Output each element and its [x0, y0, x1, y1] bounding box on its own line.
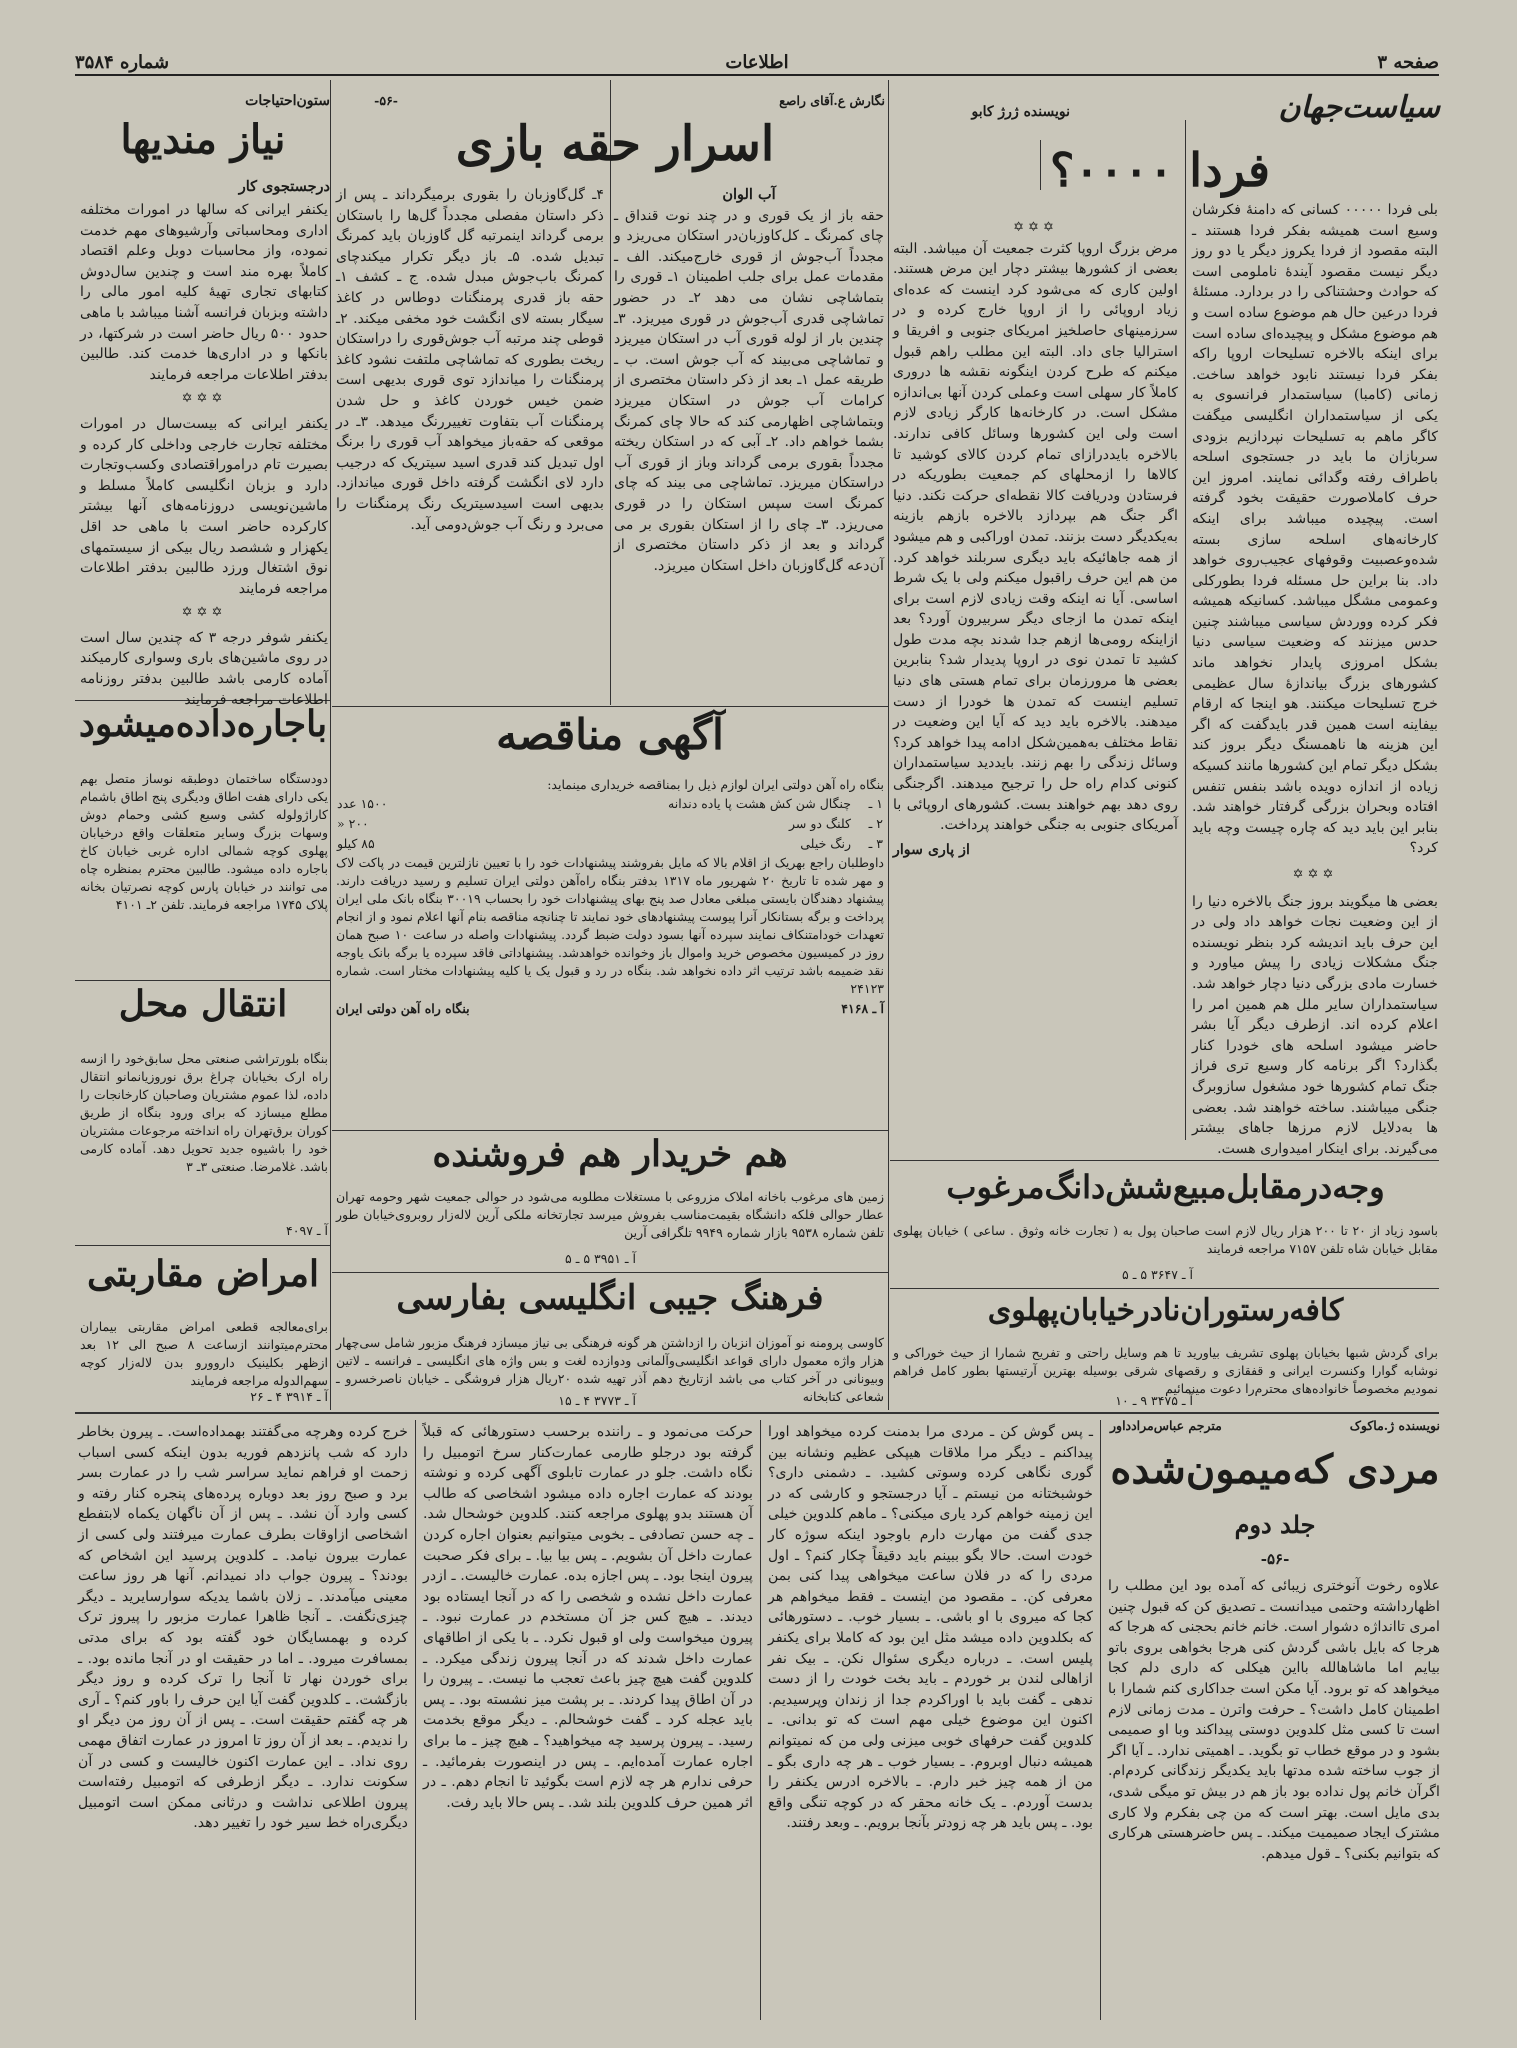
cafe-text: برای گردش شبها بخیابان پهلوی تشریف بیاورید تا هم وسایل راحتی و تفریح شمارا از حیث خوراکی و نوشابه گوارا وکنسرت ایرانی و قفقازی و رقصهای شرقی بوسیله بهترین آرتیستها بطور کامل فراهم‌ نمودیم مخصوصاً خانواده‌های محترم‌را دعوت مینمائیم — [893, 1345, 1438, 1396]
page-header — [75, 52, 1439, 76]
section-rule — [332, 706, 888, 707]
mardi-translator: مترجم عباس‌مرادداور — [1110, 1418, 1222, 1433]
farhang-code: آ ـ ۳۷۷۳ ۴ ـ ۱۵ — [558, 1393, 636, 1408]
siasat-section-label: سیاست‌جهان — [1278, 90, 1440, 125]
column-rule — [760, 1420, 761, 2020]
monaqese-item: ۲ ـ کلنگ دو سر ۲۰۰ « — [337, 816, 883, 831]
kharidar-title: هم خریدار هم فروشنده — [432, 1133, 788, 1175]
story-col-2: حرکت می‌نمود و ـ راننده برحسب دستورهائی که قبلاً گرفته بود درجلو طارمی عمارت‌کنار سرخ اتومبیل را نگاه داشت. جلو در عمارت تابلوی آگهی کرده و نوشته بودند که عمارت اجاره داده میشود اشخاصی که طالب آن هستند بدو پهلوی مراجعه کنند. کلدوین خوشحال شد. ـ چه حسن تصادفی ـ بخوبی میتوانیم بعنوان اجاره کردن عمارت داخل آن بشویم. ـ پس بیا بیا. ـ برای فکر صحبت پیرون اینجا بود. ـ پس اجازه بده. عمارت خالیست. ـ ازدر عمارت داخل نشده و شخصی را که در آنجا ایستاده بود دیدند. ـ هیچ کس جز آن مستخدم در عمارت نبود. ـ پیرون میخواست ولی او قبول نکرد. ـ با یکی از اطاقهای عمارت داخل شدند که در آنجا پیرون زندگی میکرد. ـ کلدوین گفت هیچ چیز باعث تعجب ما نیست. ـ پیرون را در آن اطاق پیدا کردند. ـ بر پشت میز نشسته بود. ـ پس باید عجله کرد ـ گفت خوشحالم. ـ دیگر موقع بخدمت رسید. ـ پیرون پرسید چه میخواهید؟ ـ هیچ چیز ـ ما برای اجاره عمارت آمده‌ایم. ـ پس در اینصورت بفرمائید. ـ حرفی ندارم هر چه لازم است بگوئید تا انجام دهم. ـ در اثر همین حرف کلدوین بلند شد. ـ پس حالا باید رفت. — [423, 1424, 753, 1811]
mardi-credits — [1110, 1418, 1440, 1440]
niaz-ad-3: یکنفر شوفر درجه ۳ که چندین سال است در روی ماشین‌های باری وسواری کارمیکند آماده کارمی باشد طالبین بدفتر روزنامه اطلاعات مراجعه فرمایند — [80, 629, 328, 708]
farhang-text: کاوسی پرومنه نو آموزان انزبان را ازداشتن هر گونه فرهنگی بی نیاز میسازد فرهنگ مزبور شامل سی‌چهار هزار واژه معمول دارای قواعد انگلیسی‌و‌آلمانی‌ و‌دوازده‌ لغت و بس واژه های انگلیسی ـ فرانسه‌ ـ لاتین وبیونانی در آخر کتاب می باشد ازتاریخ دهم آذر تهیه شده ۲۰ریال ‌هزار فروشگی ـ خیابان ناصرخسرو ـ شعاعی کتابخانه — [336, 1335, 884, 1404]
vojh-code: آ ـ ۳۶۴۷ ۵ ـ ۵ — [1122, 1267, 1193, 1282]
amraz-title: امراض مقاربتی — [87, 1253, 319, 1295]
column-rule — [330, 80, 331, 1410]
siasat-author: نویسنده ژرژ کابو — [971, 104, 1070, 120]
kharidar-text: زمین های مرغوب باخانه املاک مزروعی با مستغلات مطلوبه می‌شود در حوالی جمعیت شهر وحومه تهران عطار حوالی فلکه دانشگاه بقیمت‌مناسب بفروش میرسد تجارتخانه ملکی‌ آرین لاله‌زار روبروی‌خیابان‌ طور تلفن شماره ۹۵۳۸ بازار شماره ۹۹۴۹ تلگرافی آرین — [336, 1189, 884, 1240]
niaz-title: نیاز مندیها — [120, 116, 286, 163]
farhang-title: فرهنگ جیبی انگلیسی بفارسی — [396, 1278, 824, 1318]
monaqese-title: آگهی مناقصه — [496, 710, 724, 759]
niaz-ads: یکنفر ایرانی که سالها در امورات مختلفه اداری ومحاسباتی وآرشیوهای مهم خدمت نموده، واز محاسبات دوبل وعلم اقتصاد کاملاً بهره مند است و چندین سال‌دوش کتابهای تجاری تهیهٔ کلیه امور مالی را داشته وبزبان فرانسه آشنا میباشد با ماهی حدود ۵۰۰ ریال حاضر است در شرکتها، در بانکها و در اداری‌ها خدمت کند. طالبین بدفتر اطلاعات مراجعه فرمایند ✡✡✡ یکنفر ایرانی که بیست‌سال در امورات مختلفه تجارت خارجی وداخلی کار کرده و بصیرت تام دراموراقتصادی وکسب‌وتجارت دارد و بزبان انگلیسی کاملاً مسلط و ماشین‌نویسی دروزنامه‌های آنها بیشتر کارکرده حاضر است با ماهی حد اقل یکهزار و ششصد ریال بیکی از سیستمهای نوق اشتغال ورزد طالبین بدفتر اطلاعات مراجعه فرمایند ✡✡✡ یکنفر شوفر درجه ۳ که چندین سال است در روی ماشین‌های باری وسواری کارمیکند آماده کارمی باشد طالبین بدفتر روزنامه اطلاعات مراجعه فرمایند — [80, 200, 328, 695]
monaqese-items — [336, 794, 884, 854]
asrar-number: -۵۶- — [374, 93, 398, 108]
ejare-title: باجاره‌داده‌میشود — [78, 703, 328, 745]
niaz-ad-1: یکنفر ایرانی که سالها در امورات مختلفه اداری ومحاسباتی وآرشیوهای مهم خدمت نموده، واز محاسبات دوبل وعلم اقتصاد کاملاً بهره مند است و چندین سال‌دوش کتابهای تجاری تهیهٔ کلیه امور مالی را داشته وبزبان فرانسه آشنا میباشد با ماهی حدود ۵۰۰ ریال حاضر است در شرکتها، در بانکها و در اداری‌ها خدمت کند. طالبین بدفتر اطلاعات مراجعه فرمایند — [80, 202, 329, 383]
asrar-title: اسرار حقه بازی — [455, 116, 775, 172]
amraz-text: برای‌معالجه قطعی امراض مقاربتی بیماران محترم‌میتوانند ازساعت ۸ صبح الی ۱۲ بعد ازظهر بکلینیک داروورو بدن لاله‌زار کوچه سهم‌الدوله مراجعه فرمایند — [80, 1319, 328, 1388]
mardi-number: -۵۶- — [1260, 1550, 1290, 1568]
vojh-title: وجه‌در‌مقابل‌مبیع‌شش‌دانگ‌مرغوب — [946, 1168, 1385, 1206]
monaqese-body: بنگاه راه آهن دولتی ایران لوازم ذیل را بمناقصه خریداری مینماید: ۱ ـ چنگال شن کش هشت پا یاده دندانه ۱۵۰۰ عدد ۲ ـ کلنگ دو سر ۲۰۰ « ۳ ـ رنگ خیلی ۸۵ کیلو داوطلبان راجع بهریک از اقلام بالا که مایل بفروشند پیشنهادات خود را با تعیین نازلترین قیمت در پاکت لاک و مهر شده تا تاریخ ۲۰ شهریور ماه ۱۳۱۷ بدفتر بنگاه راه‌آهن دولتی ایران تسلیم و رسید دریافت دارند. پیشنهاد دهندگان بایستی مبلغی معادل صد پنج‌ بهای پیشنهادات خود را بحساب ۳۰۰۱۹ بنگاه بانک ملی ایران پرداخت و برگه بستانکار آنرا پیوست پیشنهادهای خود نمایند تا چنانچه مناقصه بنام آنها اعلام نمود و از انجام تعهدات خودامتنکاف نمایند سپرده آنها بسود دولت ضبط گردد. پیشنهادات واصله در ساعت ۱۰ صبح همان روز در کمیسیون مخصوص خرید واموال باز وخوانده خواهدشد. پیشنهاداتی فاقد سپرده یا برگه بانک یاوجه نقد ضمیمه باشد ترتیب اثر داده نخواهد شد. بنگاه در رد و قبول یک یا کلیه پیشنهادات مختار است. شماره ۲۴۱۲۳ آ ـ ۴۱۶۸ بنگاه راه آهن دولتی ایران — [336, 777, 884, 1016]
ejare-text: دودستگاه ساختمان دوطبقه نوساز متصل بهم یکی دارای هفت اطاق ودیگری پنج اطاق باشمام کاراژولوله کشی وسیع کشی وحمام دوش وسهات بزرگ وسایر متعلقات واقع درخیابان پهلوی کوچه شمالی اداره غربی خیابان کاخ باجاره داده میشود. طالبین محترم بمنظره چاه می توانند در خیابان پارس کوچه نصرتیان بخانه پلاک ۱۷۴۵ مراجعه فرمایند. تلفن ۲ـ ۴۱۰۱ — [80, 771, 328, 912]
monaqese-code: آ ـ ۴۱۶۸ — [841, 1001, 884, 1016]
column-rule — [1100, 1420, 1101, 2020]
niaz-subtitle: درجستجوی کار — [238, 178, 330, 195]
mardi-text: علاوه رخوت آنوختری زیبائی که آمده بود این مطلب را اظهارداشته وحتمی میدانست ـ تصدیق کن که قبول چنین امری تاانداژه دشوار است. خانم خانم بحجنی که هرجا که هرجا که بایل باشی گردش کنی هرجا بخواهی بروی باتو بیایم اما ماشاهالله بااین هیکلی که داری دلم‌ کجا میخواهد که تو برود. آیا مکن است جداکاری کنم شمارا با اطمینان کامل داشت؟ ـ حرفت واترن ـ مدت زمانی لازم است تا کسی مثل کلدوین‌ دوستی پیداکند وبا او صمیمی بشود و در موقع خطاب تو بگوید. ـ اهمیتی ندارد. ـ آیا اگر از جوب ساخته شده مدتها باید یکدیگر زندگانی کردم‌ام. اگرآن خانم پول نداده بود باز هم در بیش تو میگی‌ شدی، بدی مایل است. بهتر است که من چی بفکرم ولا کاری مشترک ایجاد صمیمیت میکند. ـ پس حاضرهستی هرکاری که بتوانیم بکنی؟ ـ قول میدهم. — [1108, 1578, 1440, 1862]
enteqal-code: آ ـ ۴۰۹۷ — [286, 1223, 328, 1238]
mardi-volume: جلد دوم — [1234, 1510, 1316, 1539]
asrar-byline: نگارش ع.آقای راصع — [779, 93, 885, 108]
section-rule — [75, 1245, 330, 1246]
siasat-col-2: ✡✡✡ مرض بزرگ اروپا کثرت جمعیت آن میباشد. البته بعضی از کشورها بیشتر دچار این مرض هستند. اولین کاری که می‌شود کرد اینست که عده‌ای زیاد اروپائی را از اروپا خارج کرده و در سرزمینهای حاصلخیز امریکای جنوبی و افریقا و استرالیا جای داد. البته این مطلب راهم قبول میکنم که طرح کردن اینگونه نقشه ها دروری کاملاً کار سهلی است وعملی کردن آنها بی‌اندازه مشکل است. در کارخانه‌ها کارگر زیادی لازم است ولی این کشورها وسائل کافی ندارند. بالاخره بایددرازای تمام کردن کالای کوشید تا کالا‌ها را ازمحلهای کم‌ جمعیت بطوریکه در فرستادن ودریافت کالا نقطه‌ای حرکت نکند. دنیا اگر جنگ هم بپردازد بالاخره بازهم بازینه به‌یکدیگر دست بزنند. تمدن اوراکبی و هم میشود از همه جاهائیکه باید دیگری سربلند خواهد کرد. من هم این حرف راقبول میکنم ولی با یک شرط اساسی. آیا نه اینکه وقت زیادی لازم است برای اینکه تمدن ما ازجای دیگر سربیرون آورد؟ بعد ازاینکه رومی‌ها ازهم جدا شدند بچه مدت طول کشید تا تمدن نوی در اروپا پدیدار شد؟ بنابرین بعضی ها مرورزمان برای تمام هستی های دنیا تسلیم اینست که تمدن ها خودرا از دست میدهند. بالاخره باید دید که آیا این وضعیت در نقاط مختلف به‌همین‌شکل ادامه پیدا خواهد کرد؟ وسائل زندگی را بهم زنند. بایددید سیاستمداران کنونی کدام راه حل را ترجیح میدهند. اگرجنگی روی دهد بهم خواهند بست. کشورهای اروپائی با آمریکای جنوبی به جنگی خواهند پرداخت. از پاری سوار — [893, 218, 1178, 1148]
column-rule — [415, 1420, 416, 2020]
column-rule — [888, 80, 889, 1410]
amraz-code: آ ـ ۳۹۱۴ ۴ ـ ۲۶ — [250, 1389, 328, 1404]
siasat-title: فردا ۰۰۰۰؟ — [1050, 143, 1270, 197]
issue-number: شماره ۳۵۸۴ — [75, 52, 170, 73]
mardi-author: نویسنده ژ.ماکوک — [1349, 1418, 1440, 1433]
fold-rule — [75, 1412, 1439, 1414]
story-col-3: خرج کرده وهرچه‌ می‌گفتند بهمداده‌است. ـ پیرون بخاطر دارد که شب پانزدهم فوریه بدون اینکه کسی اسباب زحمت او فراهم نماید سراسر شب را در عمارت بسر برد و صبح روز بعد دوباره پرده‌های پنجره کنار رفته و کسی وارد آن نشد. ـ پس از آن ناگهان یکماه لابتفطع اشخاصی ازاوقات بطرف عمارت میرفتند ولی کسی از عمارت بیرون نیامد. ـ کلدوین پرسید این اشخاص که بودند؟ ـ پیرون جواب داد نمیدانم. آنها هر روز ساعت معینی میآمدند. ـ زلان باشما‌ یدیکه‌ سوارسایرید ـ دیگر چیزی‌نگفت. ـ آنجا ظاهرا عمارت مزبور را پیروز ترک کرده و بهمسایگان خود گفته بود که برای مدتی بمسافرت میرود. ـ اما در حقیقت او در آنجا مانده بود. ـ برای خوردن نهار تا آنجا را ترک کرده و روز دیگر بازگشت. ـ کلدوین گفت آیا این حرف را باور کنم؟ ـ آری هر چه گفتم حقیقت است. ـ پس از آن روز من دیگر او را ندیدم. ـ بعد از آن روز تا امروز در عمارت اتفاق مهمی روی نداد. ـ این عمارت اکنون خالیست و کسی در آن سکونت ندارد. ـ دیگر ازطرفی که اتومبیل رفته‌است پیرون اطلاعی نداشت و درثانی ممکن است اتومبیل دیگری‌راه خط سیر خود را تغییر دهد. — [78, 1424, 408, 1832]
newspaper-name: اطلاعات — [725, 52, 789, 73]
enteqal-title: انتقال محل — [118, 983, 288, 1025]
asrar-col-b: ۴ـ گل‌گاوزبان را بقوری برمیگرداند ـ پس از ذکر داستان مفصلی مجدداً گل‌ها را باستکان برمی گرداند اینمرتبه گل گاوزبان باید کمرنگ‌ تبدیل شده. ۵ـ باز دیگر تکرار میکند‌چای کمرنگ باب‌جوش مبدل شده. ج ـ کشف ۱ـ حقه باز قدری پرمنگنات دوطاس در کاغذ سیگار بسته لای انگشت خود مخفی میکند. ۲ـ قوطی چند مرتبه آب جوش‌قوری را دراستکان ریخت بطوری که تماشاچی ملتفت نشود کاغذ پرمنگنات را میاندازد توی قوری بدیهی است ضمن خیس خوردن کاغذ و حل شدن پرمنگنات آب بتفاوت تغییررنگ میدهد. ۳ـ در موقعی که حقه‌باز میخواهد آب قوری را برنگ اول تبدیل کند قدری اسید سیتریک که درجیب دارد لای انگشت گرفته داخل قوری میاندازد. بدیهی است اسیدسیتریک رنگ پرمنگنات را می‌برد و رنگ آب جوش‌دومی آید. — [336, 187, 604, 533]
section-rule — [890, 1288, 1439, 1289]
siasat-signoff: از پاری سوار — [893, 841, 970, 858]
section-rule — [332, 1130, 888, 1131]
niaz-ad-2: یکنفر ایرانی که بیست‌سال در امورات مختلفه تجارت خارجی وداخلی کار کرده و بصیرت تام دراموراقتصادی وکسب‌وتجارت دارد و بزبان انگلیسی کاملاً مسلط و ماشین‌نویسی دروزنامه‌های آنها بیشتر کارکرده حاضر است با ماهی حد اقل یکهزار و ششصد ریال بیکی از سیستمهای نوق اشتغال ورزد طالبین بدفتر اطلاعات مراجعه فرمایند — [80, 415, 328, 597]
cafe-code: آ ـ ۳۴۷۵ ۹ ـ ۱۰ — [1115, 1393, 1193, 1408]
section-rule — [332, 1272, 888, 1273]
monaqese-signature: بنگاه راه آهن دولتی ایران — [336, 1001, 470, 1016]
kharidar-code: آ ـ ۳۹۵۱ ۵ ـ ۵ — [565, 1251, 636, 1266]
mardi-title: مردی که‌میمون‌شده — [1110, 1446, 1440, 1493]
vojh-text: باسود زیاد از ۲۰ تا ۲۰۰ هزار ریال لازم است صاحبان پول به ( تجارت خانه وثوق . ساعی ) خیابان پهلوی مقابل خیابان شاه تلفن ۷۱۵۷ مراجعه فرمایند — [893, 1223, 1439, 1256]
story-col-1: ـ پس گوش کن ـ مردی مرا بدمنت کرده میخواهد اورا پیداکنم ـ دیگر مرا ملاقات هیپکی‌ عظیم‌ ونشانه بین گوری نگاهی کرده وسوتی کشید. ـ دشمنی داری؟ خوشبختانه من نیستم ـ آیا درجستجو و کارشی که در این زمینه خواهم کرد یاری میکنی؟ ـ ماهم کلدوین خیلی جدی گفت من مهارت دارم باوجود اینکه‌ سوژه کار خودت است. حالا بگو ببینم باید دقیقاً چکار کنم؟ ـ اول مردی را که در فلان ساعت میخواهی پیدا کنی بمن معرفی کن. ـ مقصود من اینست ـ فقط میخواهم هر کجا که میروی با او باشی. ـ بسیار خوب. ـ دستورهائی که بکلدوین داده میشد مثل این بود که‌ کاملا برای یکنفر پلیس است. ـ درباره دیگری‌ سئوال نکن. ـ بیک نفر ازاهالی لندن بر خوردم ـ باید بخت خودت را از دست ندهی ـ گفت باید با اوراکردم جدا از زندان وپرسیدیم. اکنون این موضوع خیلی مهم است که تو بدانی. ـ کلدوین گفت حرفهای خوبی میزنی ولی من که نمیتوانم همیشه دنبال اوبروم. ـ بسیار خوب ـ هر چه داری بگو ـ من از همه چیز خبر دارم. ـ بالاخره ادرس یکنفر را بدست آوردم. ـ یک خانه محقر که در کوچه تنگی واقع بود. ـ پس باید هر چه زودتر بآنجا برویم. ـ وبعد رفتند. — [768, 1424, 1093, 1832]
section-rule — [75, 980, 330, 981]
cafe-title: کافه‌رستوران‌نادر‌خیابان‌پهلوی — [987, 1293, 1344, 1328]
enteqal-text: بنگاه بلورتراشی صنعتی محل سابق‌خود را ازسه راه ارک بخیابان چراغ برق نوروزیانمانو انتقال داده، لذا عموم مشتریان وصاحبان کارخانجات را مطلع میسازد که برای ورود بنگاه از طریق کوران برق‌تهران راه انداخته مرجوعات مشتریان خود را باشیوه جدید تحویل دهد. آماده کارمی باشد. غلامرضا. صنعتی ۳ـ ۳ — [80, 1051, 328, 1174]
monaqese-item: ۳ ـ رنگ خیلی ۸۵ کیلو — [337, 836, 883, 851]
page-number: صفحه ۳ — [1377, 52, 1439, 73]
column-rule — [1185, 120, 1186, 1140]
monaqese-item: ۱ ـ چنگال شن کش هشت پا یاده دندانه ۱۵۰۰ عدد — [337, 796, 883, 811]
siasat-col-1: بلی فردا ۰۰۰۰۰ کسانی که دامنهٔ فکرشان وسیع است همیشه بفکر فردا هستند ـ البته مقصود از فردا یکروز دیگر یا دو روز دیگر نیست مقصود آیندهٔ ناملومی است که حوادث وحشتناکی را در بردارد. مسئلهٔ فردا درعین حال هم موضوع ساده است و هم موضوع مشکل و پیچیده‌ای ساده است برای اینکه بالاخره تسلیحات اروپا راکه بفکر فردا نیستند نابود خواهد ساخت. زمانی (کامبا) سیاستمدار فرانسوی به یکی از سیاستمداران انگلیسی میگفت کاگر ماهم به تسلیحات نپردازیم بزودی سربازان ما باید در جستجوی اسلحه باطراف رفته وگدائی نمایند. امروز این حرف کاملاصورت حقیقت بخود گرفته است. پیچیده میباشد برای اینکه کارخانه‌های اسلحه سازی بسته شده‌وعصبیت وقوفهای عجیب‌روی خواهد داد. بنا براین حل مسئله فردا بطورکلی وعمومی مشگل میباشد. کسانیکه همیشه فکر کرده ووردش سیاسی میباشند چنین حدس میزنند که وضعیت سیاسی دنیا بشکل امروزی پایدار نخواهد ماند کشورهای بزرگ بیاندازهٔ سال عظیمی خرج تسلیحات میکنند. هو اینجا که ارقام بیفاینه است همین قدر بایدگفت که اگر این هزینه ها ناهمسنگ دیگر بروز کند بشکل دیگر تمام این کشورها مانند کسیکه زیاده از اندازه دویده باشد بنفس تنفس افتاده وبحران بزرگی گرفتار خواهند شد. بنابر این باید دید که چاره چیست وچه باید کرد؟ ✡✡✡ بعضی ها میگویند بروز جنگ بالاخره دنیا را از این وضعیت نجات خواهد داد ولی در این حرف باید اندیشه کرد بنظر نویسنده جنگ مشکلات زیادی را پیش میاورد و خسارت مادی بزرگی دنیا دچار خواهد شد. سیاستمداران سایر ملل هم همین امر را اعلام کرده اند. ازطرف دیگر آیا بشر حاضر میشود اسلحه های خودرا کنار بگذارد؟ اگر برنامه کار وسیع تری فراز جنگ تمام کشورها خود مشغول سازوبرگ جنگی میباشند. ساخته خواهند شد. بعضی ها به‌دلایل لازم مرزها جاهای بیشتر می‌گیرند. برای اینکار امیدواری هست. — [1192, 202, 1438, 1157]
niaz-section-label: ستون‌احتیاجات — [245, 93, 330, 109]
asrar-col-a: آب الوان حقه باز از یک قوری و در چند نوت قنداق ـ چای کمرنگ ـ کل‌کاوزبان‌در استکان می‌ریزد و مجدداً آب‌جوش از قوری خارج‌میکند. الف ـ مقدمات عمل برای جلب اطمینان ۱ـ قوری را بتماشاچی نشان می دهد ۲ـ در حضور تماشاچی قدری آب‌جوش در قوری میریزد. ۳ـ چندین بار از لوله قوری آب‌ در استکان میریزد و تماشاچی می‌بیند که آب جوش است. ب ـ طریقه عمل ۱ـ بعد از ذکر داستان مختصری از کرامات آب جوش در استکان میریزد وبتماشاچی اظهارمی کند که حالا چای کمرنگ بشما خواهم داد. ۲ـ آبی که در استکان ریخته مجدداً بقوری برمی گرداند وباز از قوری آب دراستکان میریزد. تماشاچی می بیند که چای کمرنگ است سپس استکان را در قوری می‌ریزد. ۳ـ چای را از استکان بقوری بر می گرداند و بعد از ذکر داستان مختصری از آن‌دعه گل‌گاوزبان داخل استکان میریزد. — [614, 186, 885, 574]
